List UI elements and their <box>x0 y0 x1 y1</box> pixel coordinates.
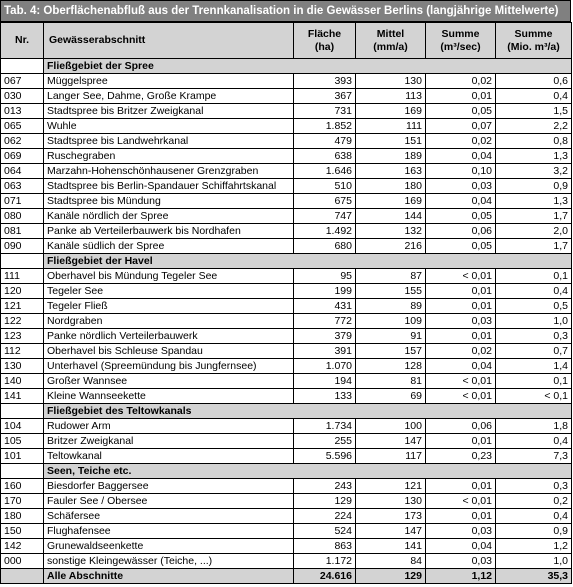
cell-mittel: 100 <box>356 419 426 434</box>
cell-summe-sec: 0,06 <box>426 419 496 434</box>
section-spacer <box>1 59 44 74</box>
table-row <box>1 269 572 284</box>
cell-summe-sec: 0,02 <box>426 134 496 149</box>
cell-summe-sec: 0,01 <box>426 329 496 344</box>
table-row <box>1 164 572 179</box>
cell-abschnitt: Kanäle südlich der Spree <box>44 239 294 254</box>
cell-abschnitt: Marzahn-Hohenschönhausener Grenzgraben <box>44 164 294 179</box>
cell-summe-mio: 0,6 <box>496 74 572 89</box>
cell-summe-mio: 1,3 <box>496 149 572 164</box>
cell-abschnitt: Stadtspree bis Britzer Zweigkanal <box>44 104 294 119</box>
cell-abschnitt: Oberhavel bis Mündung Tegeler See <box>44 269 294 284</box>
section-header-row <box>1 404 572 419</box>
table-row <box>1 524 572 539</box>
cell-summe-sec: 0,01 <box>426 284 496 299</box>
cell-nr <box>1 569 44 584</box>
table-row <box>1 194 572 209</box>
cell-mittel: 141 <box>356 539 426 554</box>
table-row <box>1 134 572 149</box>
cell-abschnitt: Tegeler See <box>44 284 294 299</box>
cell-abschnitt: Rudower Arm <box>44 419 294 434</box>
cell-summe-sec: 0,01 <box>426 299 496 314</box>
cell-summe-sec: 0,23 <box>426 449 496 464</box>
cell-summe-mio: 1,0 <box>496 554 572 569</box>
cell-nr: 160 <box>1 479 44 494</box>
cell-summe-sec: 1,12 <box>426 569 496 584</box>
table-row <box>1 494 572 509</box>
cell-summe-sec: 0,01 <box>426 434 496 449</box>
cell-mittel: 155 <box>356 284 426 299</box>
cell-flaeche: 772 <box>294 314 356 329</box>
cell-summe-sec: 0,02 <box>426 74 496 89</box>
cell-summe-sec: 0,04 <box>426 194 496 209</box>
cell-flaeche: 1.646 <box>294 164 356 179</box>
col-header-mittel: Mittel (mm/a) <box>356 23 426 59</box>
cell-nr: 081 <box>1 224 44 239</box>
cell-mittel: 121 <box>356 479 426 494</box>
cell-summe-mio: 0,7 <box>496 344 572 359</box>
cell-flaeche: 510 <box>294 179 356 194</box>
cell-mittel: 111 <box>356 119 426 134</box>
section-title: Seen, Teiche etc. <box>44 464 572 479</box>
cell-summe-mio: 0,2 <box>496 494 572 509</box>
cell-abschnitt: Nordgraben <box>44 314 294 329</box>
cell-abschnitt: Wuhle <box>44 119 294 134</box>
cell-abschnitt: Stadtspree bis Mündung <box>44 194 294 209</box>
cell-abschnitt: sonstige Kleingewässer (Teiche, ...) <box>44 554 294 569</box>
cell-summe-mio: 35,3 <box>496 569 572 584</box>
table-row <box>1 74 572 89</box>
table-row <box>1 449 572 464</box>
cell-summe-mio: 0,4 <box>496 509 572 524</box>
table-row <box>1 104 572 119</box>
col-header-summe-sec: Summe (m³/sec) <box>426 23 496 59</box>
cell-summe-mio: 0,8 <box>496 134 572 149</box>
cell-nr: 071 <box>1 194 44 209</box>
cell-mittel: 117 <box>356 449 426 464</box>
cell-abschnitt: Stadtspree bis Berlin-Spandauer Schiffahrtskanal <box>44 179 294 194</box>
cell-mittel: 189 <box>356 149 426 164</box>
table-row <box>1 209 572 224</box>
cell-summe-mio: 1,8 <box>496 419 572 434</box>
section-title: Fließgebiet der Havel <box>44 254 572 269</box>
cell-nr: 101 <box>1 449 44 464</box>
cell-summe-mio: 1,4 <box>496 359 572 374</box>
cell-nr: 170 <box>1 494 44 509</box>
cell-flaeche: 5.596 <box>294 449 356 464</box>
cell-summe-mio: 0,3 <box>496 329 572 344</box>
cell-summe-sec: < 0,01 <box>426 374 496 389</box>
section-title: Fließgebiet des Teltowkanals <box>44 404 572 419</box>
cell-nr: 069 <box>1 149 44 164</box>
cell-nr: 141 <box>1 389 44 404</box>
section-header-row <box>1 254 572 269</box>
cell-summe-sec: < 0,01 <box>426 389 496 404</box>
table-row <box>1 179 572 194</box>
cell-mittel: 144 <box>356 209 426 224</box>
cell-nr: 180 <box>1 509 44 524</box>
cell-summe-mio: 0,4 <box>496 89 572 104</box>
table-row <box>1 374 572 389</box>
cell-mittel: 169 <box>356 194 426 209</box>
cell-abschnitt: Müggelspree <box>44 74 294 89</box>
cell-flaeche: 731 <box>294 104 356 119</box>
cell-abschnitt: Fauler See / Obersee <box>44 494 294 509</box>
table-row <box>1 239 572 254</box>
cell-summe-mio: 0,1 <box>496 269 572 284</box>
cell-abschnitt: Grunewaldseenkette <box>44 539 294 554</box>
cell-abschnitt: Kanäle nördlich der Spree <box>44 209 294 224</box>
table-row <box>1 344 572 359</box>
cell-mittel: 216 <box>356 239 426 254</box>
cell-abschnitt: Schäfersee <box>44 509 294 524</box>
cell-summe-mio: 1,3 <box>496 194 572 209</box>
cell-flaeche: 243 <box>294 479 356 494</box>
cell-flaeche: 1.852 <box>294 119 356 134</box>
cell-summe-sec: 0,02 <box>426 344 496 359</box>
table-row <box>1 284 572 299</box>
cell-nr: 112 <box>1 344 44 359</box>
cell-flaeche: 863 <box>294 539 356 554</box>
cell-mittel: 89 <box>356 299 426 314</box>
cell-flaeche: 393 <box>294 74 356 89</box>
section-spacer <box>1 404 44 419</box>
section-spacer <box>1 254 44 269</box>
cell-summe-sec: 0,10 <box>426 164 496 179</box>
cell-flaeche: 1.734 <box>294 419 356 434</box>
cell-nr: 140 <box>1 374 44 389</box>
cell-flaeche: 379 <box>294 329 356 344</box>
cell-abschnitt: Britzer Zweigkanal <box>44 434 294 449</box>
cell-mittel: 128 <box>356 359 426 374</box>
cell-summe-mio: 1,2 <box>496 539 572 554</box>
cell-abschnitt: Stadtspree bis Landwehrkanal <box>44 134 294 149</box>
cell-mittel: 169 <box>356 104 426 119</box>
table-row <box>1 419 572 434</box>
cell-flaeche: 194 <box>294 374 356 389</box>
cell-summe-sec: 0,03 <box>426 314 496 329</box>
cell-mittel: 151 <box>356 134 426 149</box>
section-spacer <box>1 464 44 479</box>
cell-summe-mio: 0,1 <box>496 374 572 389</box>
table-row <box>1 479 572 494</box>
cell-nr: 130 <box>1 359 44 374</box>
cell-nr: 105 <box>1 434 44 449</box>
cell-mittel: 130 <box>356 494 426 509</box>
cell-summe-mio: 1,7 <box>496 209 572 224</box>
cell-flaeche: 199 <box>294 284 356 299</box>
table-row <box>1 314 572 329</box>
cell-abschnitt: Tegeler Fließ <box>44 299 294 314</box>
table-row <box>1 509 572 524</box>
cell-mittel: 173 <box>356 509 426 524</box>
cell-flaeche: 638 <box>294 149 356 164</box>
cell-abschnitt: Teltowkanal <box>44 449 294 464</box>
cell-abschnitt: Oberhavel bis Schleuse Spandau <box>44 344 294 359</box>
cell-summe-sec: 0,03 <box>426 524 496 539</box>
table-row <box>1 299 572 314</box>
cell-summe-mio: 1,7 <box>496 239 572 254</box>
total-label: Alle Abschnitte <box>44 569 294 584</box>
col-header-summe-mio: Summe (Mio. m³/a) <box>496 23 572 59</box>
cell-nr: 111 <box>1 269 44 284</box>
cell-summe-sec: < 0,01 <box>426 494 496 509</box>
cell-summe-sec: 0,07 <box>426 119 496 134</box>
section-header-row <box>1 464 572 479</box>
cell-mittel: 130 <box>356 74 426 89</box>
cell-abschnitt: Kleine Wannseekette <box>44 389 294 404</box>
cell-nr: 030 <box>1 89 44 104</box>
cell-abschnitt: Panke ab Verteilerbauwerk bis Nordhafen <box>44 224 294 239</box>
cell-flaeche: 391 <box>294 344 356 359</box>
cell-summe-mio: < 0,1 <box>496 389 572 404</box>
cell-nr: 104 <box>1 419 44 434</box>
table-row <box>1 389 572 404</box>
table-row <box>1 434 572 449</box>
cell-summe-sec: 0,04 <box>426 359 496 374</box>
cell-flaeche: 680 <box>294 239 356 254</box>
cell-summe-sec: 0,05 <box>426 209 496 224</box>
cell-flaeche: 1.492 <box>294 224 356 239</box>
table-row <box>1 539 572 554</box>
cell-flaeche: 129 <box>294 494 356 509</box>
cell-flaeche: 1.172 <box>294 554 356 569</box>
table-title: Tab. 4: Oberflächenabfluß aus der Trennkanalisation in die Gewässer Berlins (langjährige Mittelwerte) <box>0 0 571 22</box>
cell-mittel: 81 <box>356 374 426 389</box>
cell-summe-mio: 3,2 <box>496 164 572 179</box>
cell-flaeche: 675 <box>294 194 356 209</box>
cell-mittel: 109 <box>356 314 426 329</box>
cell-summe-mio: 2,0 <box>496 224 572 239</box>
cell-abschnitt: Panke nördlich Verteilerbauwerk <box>44 329 294 344</box>
cell-summe-mio: 0,9 <box>496 524 572 539</box>
cell-summe-mio: 0,5 <box>496 299 572 314</box>
cell-mittel: 132 <box>356 224 426 239</box>
cell-nr: 067 <box>1 74 44 89</box>
cell-mittel: 113 <box>356 89 426 104</box>
cell-summe-mio: 0,4 <box>496 434 572 449</box>
cell-nr: 090 <box>1 239 44 254</box>
cell-summe-sec: 0,01 <box>426 509 496 524</box>
cell-flaeche: 367 <box>294 89 356 104</box>
table-row <box>1 224 572 239</box>
cell-mittel: 180 <box>356 179 426 194</box>
cell-summe-sec: 0,05 <box>426 239 496 254</box>
cell-summe-mio: 0,4 <box>496 284 572 299</box>
cell-mittel: 157 <box>356 344 426 359</box>
table-row <box>1 554 572 569</box>
cell-flaeche: 479 <box>294 134 356 149</box>
table-row <box>1 119 572 134</box>
cell-summe-sec: 0,03 <box>426 554 496 569</box>
cell-flaeche: 1.070 <box>294 359 356 374</box>
cell-summe-sec: 0,04 <box>426 539 496 554</box>
cell-nr: 122 <box>1 314 44 329</box>
cell-abschnitt: Unterhavel (Spreemündung bis Jungfernsee) <box>44 359 294 374</box>
section-header-row <box>1 59 572 74</box>
section-title: Fließgebiet der Spree <box>44 59 572 74</box>
cell-summe-sec: < 0,01 <box>426 269 496 284</box>
cell-abschnitt: Flughafensee <box>44 524 294 539</box>
cell-flaeche: 95 <box>294 269 356 284</box>
cell-flaeche: 255 <box>294 434 356 449</box>
col-header-flaeche: Fläche (ha) <box>294 23 356 59</box>
cell-mittel: 147 <box>356 524 426 539</box>
cell-nr: 000 <box>1 554 44 569</box>
cell-mittel: 87 <box>356 269 426 284</box>
cell-flaeche: 747 <box>294 209 356 224</box>
cell-nr: 080 <box>1 209 44 224</box>
cell-summe-mio: 0,3 <box>496 479 572 494</box>
cell-flaeche: 133 <box>294 389 356 404</box>
col-header-nr: Nr. <box>1 23 44 59</box>
cell-summe-sec: 0,03 <box>426 179 496 194</box>
cell-summe-mio: 2,2 <box>496 119 572 134</box>
total-row <box>1 569 572 584</box>
cell-summe-sec: 0,05 <box>426 104 496 119</box>
cell-summe-sec: 0,04 <box>426 149 496 164</box>
cell-nr: 065 <box>1 119 44 134</box>
cell-flaeche: 524 <box>294 524 356 539</box>
table-body <box>1 59 572 584</box>
cell-mittel: 129 <box>356 569 426 584</box>
cell-summe-mio: 1,0 <box>496 314 572 329</box>
cell-summe-sec: 0,01 <box>426 479 496 494</box>
cell-abschnitt: Großer Wannsee <box>44 374 294 389</box>
cell-nr: 142 <box>1 539 44 554</box>
cell-flaeche: 224 <box>294 509 356 524</box>
cell-summe-mio: 1,5 <box>496 104 572 119</box>
cell-mittel: 163 <box>356 164 426 179</box>
table-header <box>1 23 572 59</box>
cell-nr: 063 <box>1 179 44 194</box>
data-table <box>0 22 572 584</box>
table-row <box>1 359 572 374</box>
cell-nr: 064 <box>1 164 44 179</box>
cell-nr: 120 <box>1 284 44 299</box>
cell-abschnitt: Langer See, Dahme, Große Krampe <box>44 89 294 104</box>
cell-summe-mio: 7,3 <box>496 449 572 464</box>
cell-mittel: 147 <box>356 434 426 449</box>
table-row <box>1 329 572 344</box>
cell-mittel: 91 <box>356 329 426 344</box>
cell-summe-sec: 0,06 <box>426 224 496 239</box>
cell-nr: 062 <box>1 134 44 149</box>
cell-abschnitt: Ruschegraben <box>44 149 294 164</box>
cell-nr: 150 <box>1 524 44 539</box>
cell-mittel: 84 <box>356 554 426 569</box>
cell-mittel: 69 <box>356 389 426 404</box>
cell-summe-sec: 0,01 <box>426 89 496 104</box>
cell-summe-mio: 0,9 <box>496 179 572 194</box>
table-row <box>1 89 572 104</box>
cell-flaeche: 431 <box>294 299 356 314</box>
col-header-abschnitt: Gewässerabschnitt <box>44 23 294 59</box>
cell-nr: 121 <box>1 299 44 314</box>
cell-flaeche: 24.616 <box>294 569 356 584</box>
cell-abschnitt: Biesdorfer Baggersee <box>44 479 294 494</box>
cell-nr: 123 <box>1 329 44 344</box>
cell-nr: 013 <box>1 104 44 119</box>
table-row <box>1 149 572 164</box>
